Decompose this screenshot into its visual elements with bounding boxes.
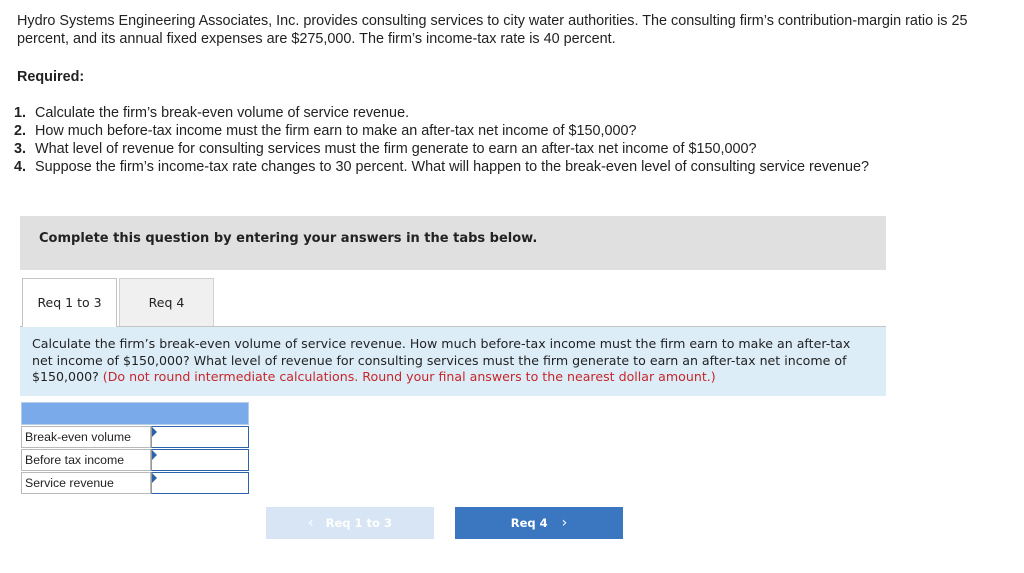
required-heading: Required:: [17, 69, 85, 85]
before-tax-income-input[interactable]: [152, 450, 248, 470]
requirement-number: 4.: [14, 159, 27, 175]
input-marker-icon: [152, 473, 157, 483]
instructions-text: Calculate the firm’s break-even volume of service revenue. How much before-tax income must the firm earn to make an after-tax net income of $150,000? What level of revenue for consulting services must the firm generate to earn an after-tax net income of $150,000?: [32, 336, 851, 384]
next-tab-label: Req 4: [510, 516, 548, 530]
answer-table-header: [21, 402, 249, 425]
requirements-list: [14, 104, 869, 176]
requirement-text: Calculate the firm’s break-even volume of service revenue.: [35, 105, 410, 121]
tab-req-4[interactable]: Req 4: [119, 278, 214, 326]
answer-cell: [151, 472, 249, 494]
requirement-text: How much before-tax income must the firm earn to make an after-tax net income of $150,000?: [35, 123, 637, 139]
table-row: [21, 449, 249, 471]
input-marker-icon: [152, 450, 157, 460]
requirement-item: [14, 140, 869, 158]
requirement-number: 2.: [14, 123, 27, 139]
service-revenue-input[interactable]: [152, 473, 248, 493]
requirement-number: 3.: [14, 141, 27, 157]
chevron-right-icon: ›: [561, 515, 568, 531]
instruction-banner: Complete this question by entering your answers in the tabs below.: [20, 216, 886, 270]
break-even-volume-input[interactable]: [152, 427, 248, 447]
prev-tab-button[interactable]: [266, 507, 434, 539]
answer-table: [21, 402, 249, 494]
next-tab-button[interactable]: [455, 507, 623, 539]
table-row: [21, 426, 249, 448]
requirement-item: [14, 158, 869, 176]
row-label-break-even-volume: Break-even volume: [21, 426, 151, 448]
requirement-text: Suppose the firm’s income-tax rate changes to 30 percent. What will happen to the break-even level of consulting service revenue?: [35, 159, 870, 175]
requirement-item: [14, 122, 869, 140]
requirement-text: What level of revenue for consulting services must the firm generate to earn an after-tax net income of $150,000?: [35, 141, 757, 157]
chevron-left-icon: ‹: [308, 515, 314, 531]
input-marker-icon: [152, 427, 157, 437]
answer-cell: [151, 449, 249, 471]
row-label-before-tax-income: Before tax income: [21, 449, 151, 471]
requirement-number: 1.: [14, 105, 27, 121]
row-label-service-revenue: Service revenue: [21, 472, 151, 494]
tab-instructions: [20, 327, 886, 396]
tab-req-1-to-3[interactable]: Req 1 to 3: [22, 278, 117, 327]
requirement-item: [14, 104, 869, 122]
instructions-note: (Do not round intermediate calculations. Round your final answers to the nearest dollar amount.): [102, 369, 716, 384]
problem-intro: Hydro Systems Engineering Associates, Inc. provides consulting services to city water authorities. The consulting firm’s contribution-margin ratio is 25 percent, and its annual fixed expenses are $275,000. The firm’s income-tax rate is 40 percent.: [17, 13, 968, 47]
answer-cell: [151, 426, 249, 448]
table-row: [21, 472, 249, 494]
prev-tab-label: Req 1 to 3: [325, 516, 392, 530]
